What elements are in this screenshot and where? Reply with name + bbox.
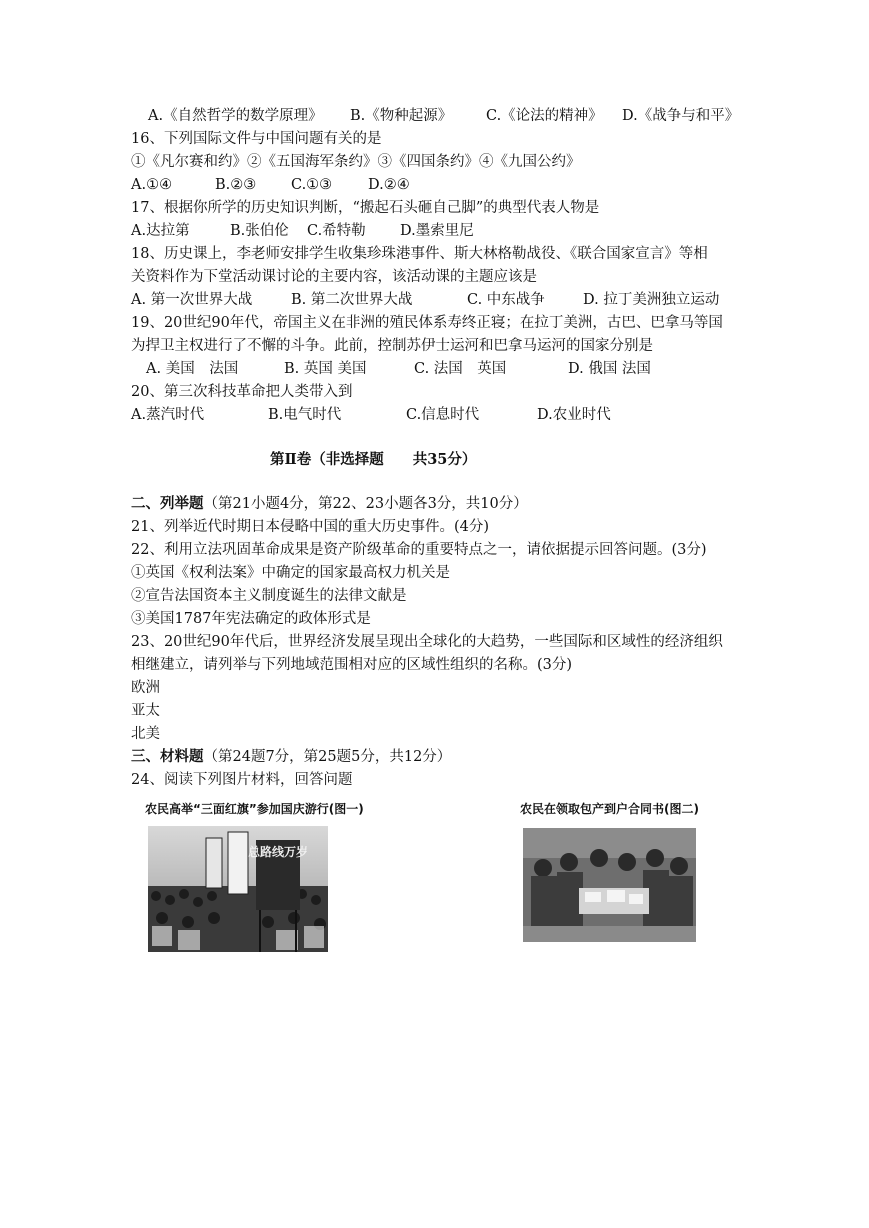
contract-photo-illustration — [523, 828, 696, 942]
part2-title: 第Ⅱ卷（非选择题 共35分） — [270, 451, 477, 468]
q24-stem: 24、阅读下列图片材料，回答问题 — [131, 772, 353, 788]
q15-option-c: C.《论法的精神》 — [486, 108, 603, 124]
q17-option-a: A.达拉第 — [131, 223, 190, 239]
q15-option-d: D.《战争与和平》 — [622, 108, 740, 124]
q20-option-b: B.电气时代 — [268, 407, 342, 423]
q22-item-1: ①英国《权利法案》中确定的国家最高权力机关是 — [131, 565, 450, 581]
q22-item-2: ②宣告法国资本主义制度诞生的法律文献是 — [131, 588, 407, 604]
section2-heading — [131, 494, 528, 514]
section2-title: 二、列举题 — [131, 495, 204, 512]
q16-option-b: B.②③ — [215, 177, 257, 193]
q20-option-a: A.蒸汽时代 — [131, 407, 205, 423]
q16-items: ①《凡尔赛和约》②《五国海军条约》③《四国条约》④《九国公约》 — [131, 154, 581, 170]
q18-option-c: C. 中东战争 — [467, 292, 545, 308]
q19-option-c: C. 法国 英国 — [414, 361, 507, 377]
banner-text: 总路线万岁 — [247, 845, 309, 859]
q16-option-d: D.②④ — [368, 177, 410, 193]
section3-title: 三、材料题 — [131, 748, 204, 765]
q16-stem: 16、下列国际文件与中国问题有关的是 — [131, 131, 382, 147]
fig1-photo — [148, 826, 328, 952]
section3-note: （第24题7分，第25题5分，共12分） — [203, 749, 452, 765]
q17-stem: 17、根据你所学的历史知识判断，“搬起石头砸自己脚”的典型代表人物是 — [131, 200, 600, 216]
section2-note: （第21小题4分，第22、23小题各3分，共10分） — [203, 496, 528, 512]
q19-option-a: A. 美国 法国 — [146, 361, 239, 377]
q23-region-north-america: 北美 — [131, 726, 160, 742]
fig1-caption: 农民高举“三面红旗”参加国庆游行(图一) — [145, 802, 364, 816]
q20-option-c: C.信息时代 — [406, 407, 480, 423]
q23-stem-line2: 相继建立，请列举与下列地域范围相对应的区域性组织的名称。(3分) — [131, 657, 573, 673]
q19-stem-line1: 19、20世纪90年代，帝国主义在非洲的殖民体系寿终正寝；在拉丁美洲，古巴、巴拿马等国 — [131, 315, 723, 331]
q22-stem: 22、利用立法巩固革命成果是资产阶级革命的重要特点之一，请依据提示回答问题。(3分) — [131, 542, 707, 558]
fig2-caption: 农民在领取包产到户合同书(图二) — [520, 802, 699, 816]
q17-option-d: D.墨索里尼 — [400, 223, 474, 239]
q18-option-d: D. 拉丁美洲独立运动 — [583, 292, 720, 308]
q20-option-d: D.农业时代 — [537, 407, 611, 423]
q17-option-b: B.张伯伦 — [230, 223, 289, 239]
q15-option-a: A.《自然哲学的数学原理》 — [148, 108, 323, 124]
q23-stem-line1: 23、20世纪90年代后，世界经济发展呈现出全球化的大趋势，一些国际和区域性的经济组织 — [131, 634, 723, 650]
q18-stem-line1: 18、历史课上，李老师安排学生收集珍珠港事件、斯大林格勒战役、《联合国家宣言》等相 — [131, 246, 708, 262]
q18-stem-line2: 关资料作为下堂活动课讨论的主要内容，该活动课的主题应该是 — [131, 269, 537, 285]
q23-region-europe: 欧洲 — [131, 680, 160, 696]
q18-option-b: B. 第二次世界大战 — [291, 292, 413, 308]
q16-option-a: A.①④ — [131, 177, 173, 193]
section3-heading — [131, 747, 451, 767]
q20-stem: 20、第三次科技革命把人类带入到 — [131, 384, 353, 400]
q23-region-asia-pacific: 亚太 — [131, 703, 160, 719]
q15-option-b: B.《物种起源》 — [350, 108, 453, 124]
q19-stem-line2: 为捍卫主权进行了不懈的斗争。此前，控制苏伊士运河和巴拿马运河的国家分别是 — [131, 338, 653, 354]
parade-photo-illustration — [148, 826, 328, 952]
q19-option-b: B. 英国 美国 — [284, 361, 367, 377]
q22-item-3: ③美国1787年宪法确定的政体形式是 — [131, 611, 371, 627]
q19-option-d: D. 俄国 法国 — [568, 361, 651, 377]
q17-option-c: C.希特勒 — [307, 223, 366, 239]
q21-stem: 21、列举近代时期日本侵略中国的重大历史事件。(4分) — [131, 519, 489, 535]
fig2-photo — [523, 828, 696, 942]
q16-option-c: C.①③ — [291, 177, 333, 193]
q18-option-a: A. 第一次世界大战 — [131, 292, 253, 308]
